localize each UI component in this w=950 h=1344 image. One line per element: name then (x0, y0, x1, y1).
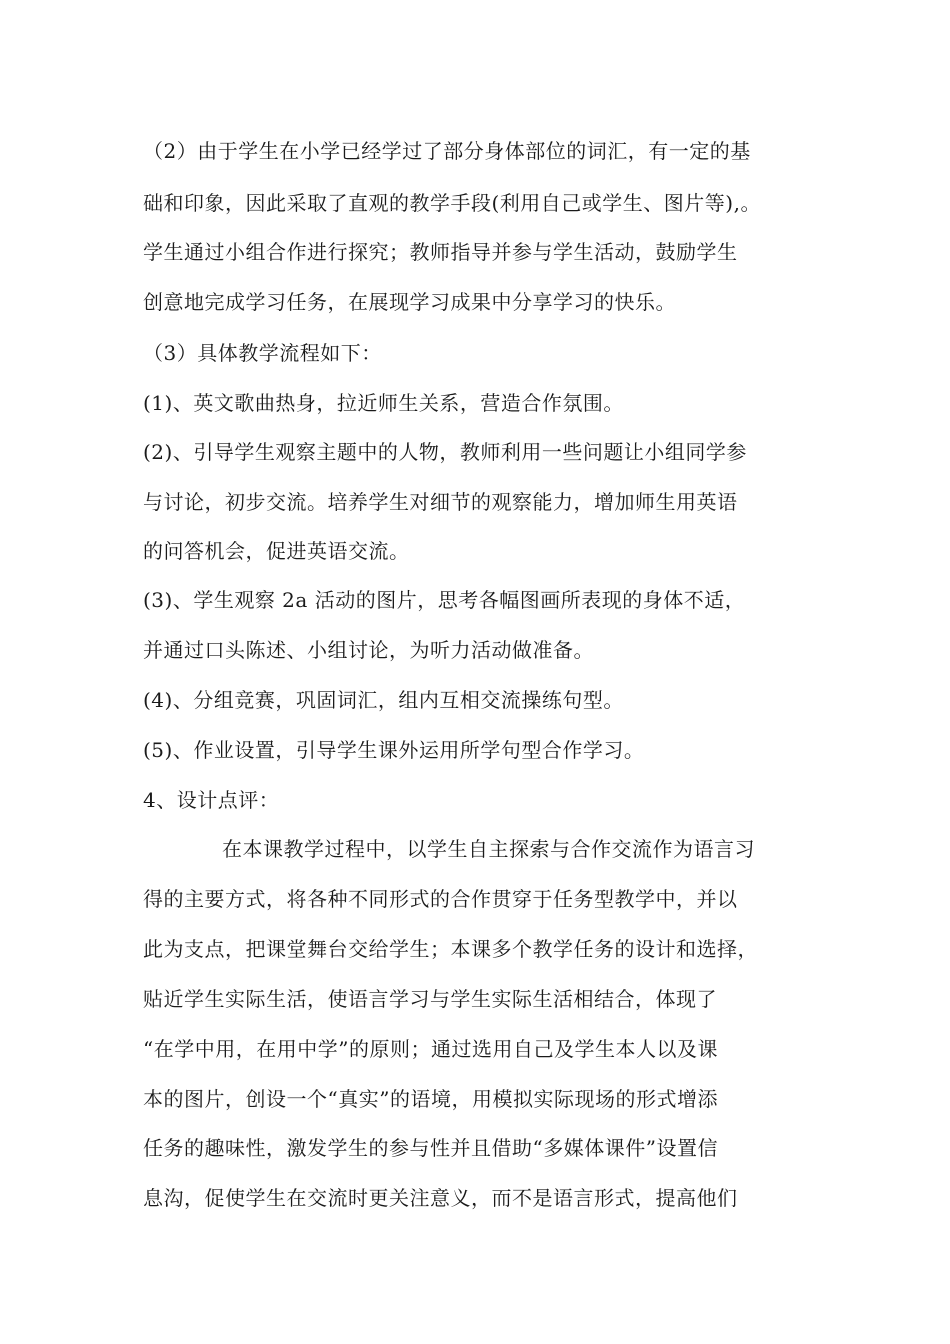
text-line: (1)、英文歌曲热身，拉近师生关系，营造合作氛围。 (143, 391, 624, 415)
text-line: 得的主要方式，将各种不同形式的合作贯穿于任务型教学中，并以 (143, 887, 738, 911)
text-line: 任务的趣味性，激发学生的参与性并且借助“多媒体课件”设置信 (143, 1136, 718, 1160)
text-line: “在学中用，在用中学”的原则；通过选用自己及学生本人以及课 (143, 1037, 718, 1061)
text-line: 在本课教学过程中，以学生自主探索与合作交流作为语言习 (222, 837, 755, 861)
text-line: 学生通过小组合作进行探究；教师指导并参与学生活动，鼓励学生 (143, 240, 738, 264)
text-line: 息沟，促使学生在交流时更关注意义，而不是语言形式，提高他们 (143, 1186, 738, 1210)
text-line: （3）具体教学流程如下： (143, 341, 382, 365)
text-line: 贴近学生实际生活，使语言学习与学生实际生活相结合，体现了 (143, 987, 717, 1011)
text-line: (5)、作业设置，引导学生课外运用所学句型合作学习。 (143, 738, 645, 762)
section-heading: 4、设计点评： (143, 788, 280, 812)
text-line: 此为支点，把课堂舞台交给学生；本课多个教学任务的设计和选择， (143, 937, 758, 961)
text-line: (4)、分组竞赛，巩固词汇，组内互相交流操练句型。 (143, 688, 624, 712)
text-line: (2)、引导学生观察主题中的人物，教师利用一些问题让小组同学参 (143, 440, 747, 464)
text-line: （2）由于学生在小学已经学过了部分身体部位的词汇，有一定的基 (143, 139, 751, 163)
text-line: 创意地完成学习任务，在展现学习成果中分享学习的快乐。 (143, 290, 676, 314)
text-line: 的问答机会，促进英语交流。 (143, 539, 410, 563)
text-line: 础和印象，因此采取了直观的教学手段(利用自己或学生、图片等),。 (143, 191, 761, 215)
text-line: 并通过口头陈述、小组讨论，为听力活动做准备。 (143, 638, 594, 662)
text-line: 与讨论，初步交流。培养学生对细节的观察能力，增加师生用英语 (143, 490, 738, 514)
text-line: 本的图片，创设一个“真实”的语境，用模拟实际现场的形式增添 (143, 1087, 718, 1111)
text-line: (3)、学生观察 2a 活动的图片，思考各幅图画所表现的身体不适， (143, 588, 746, 612)
